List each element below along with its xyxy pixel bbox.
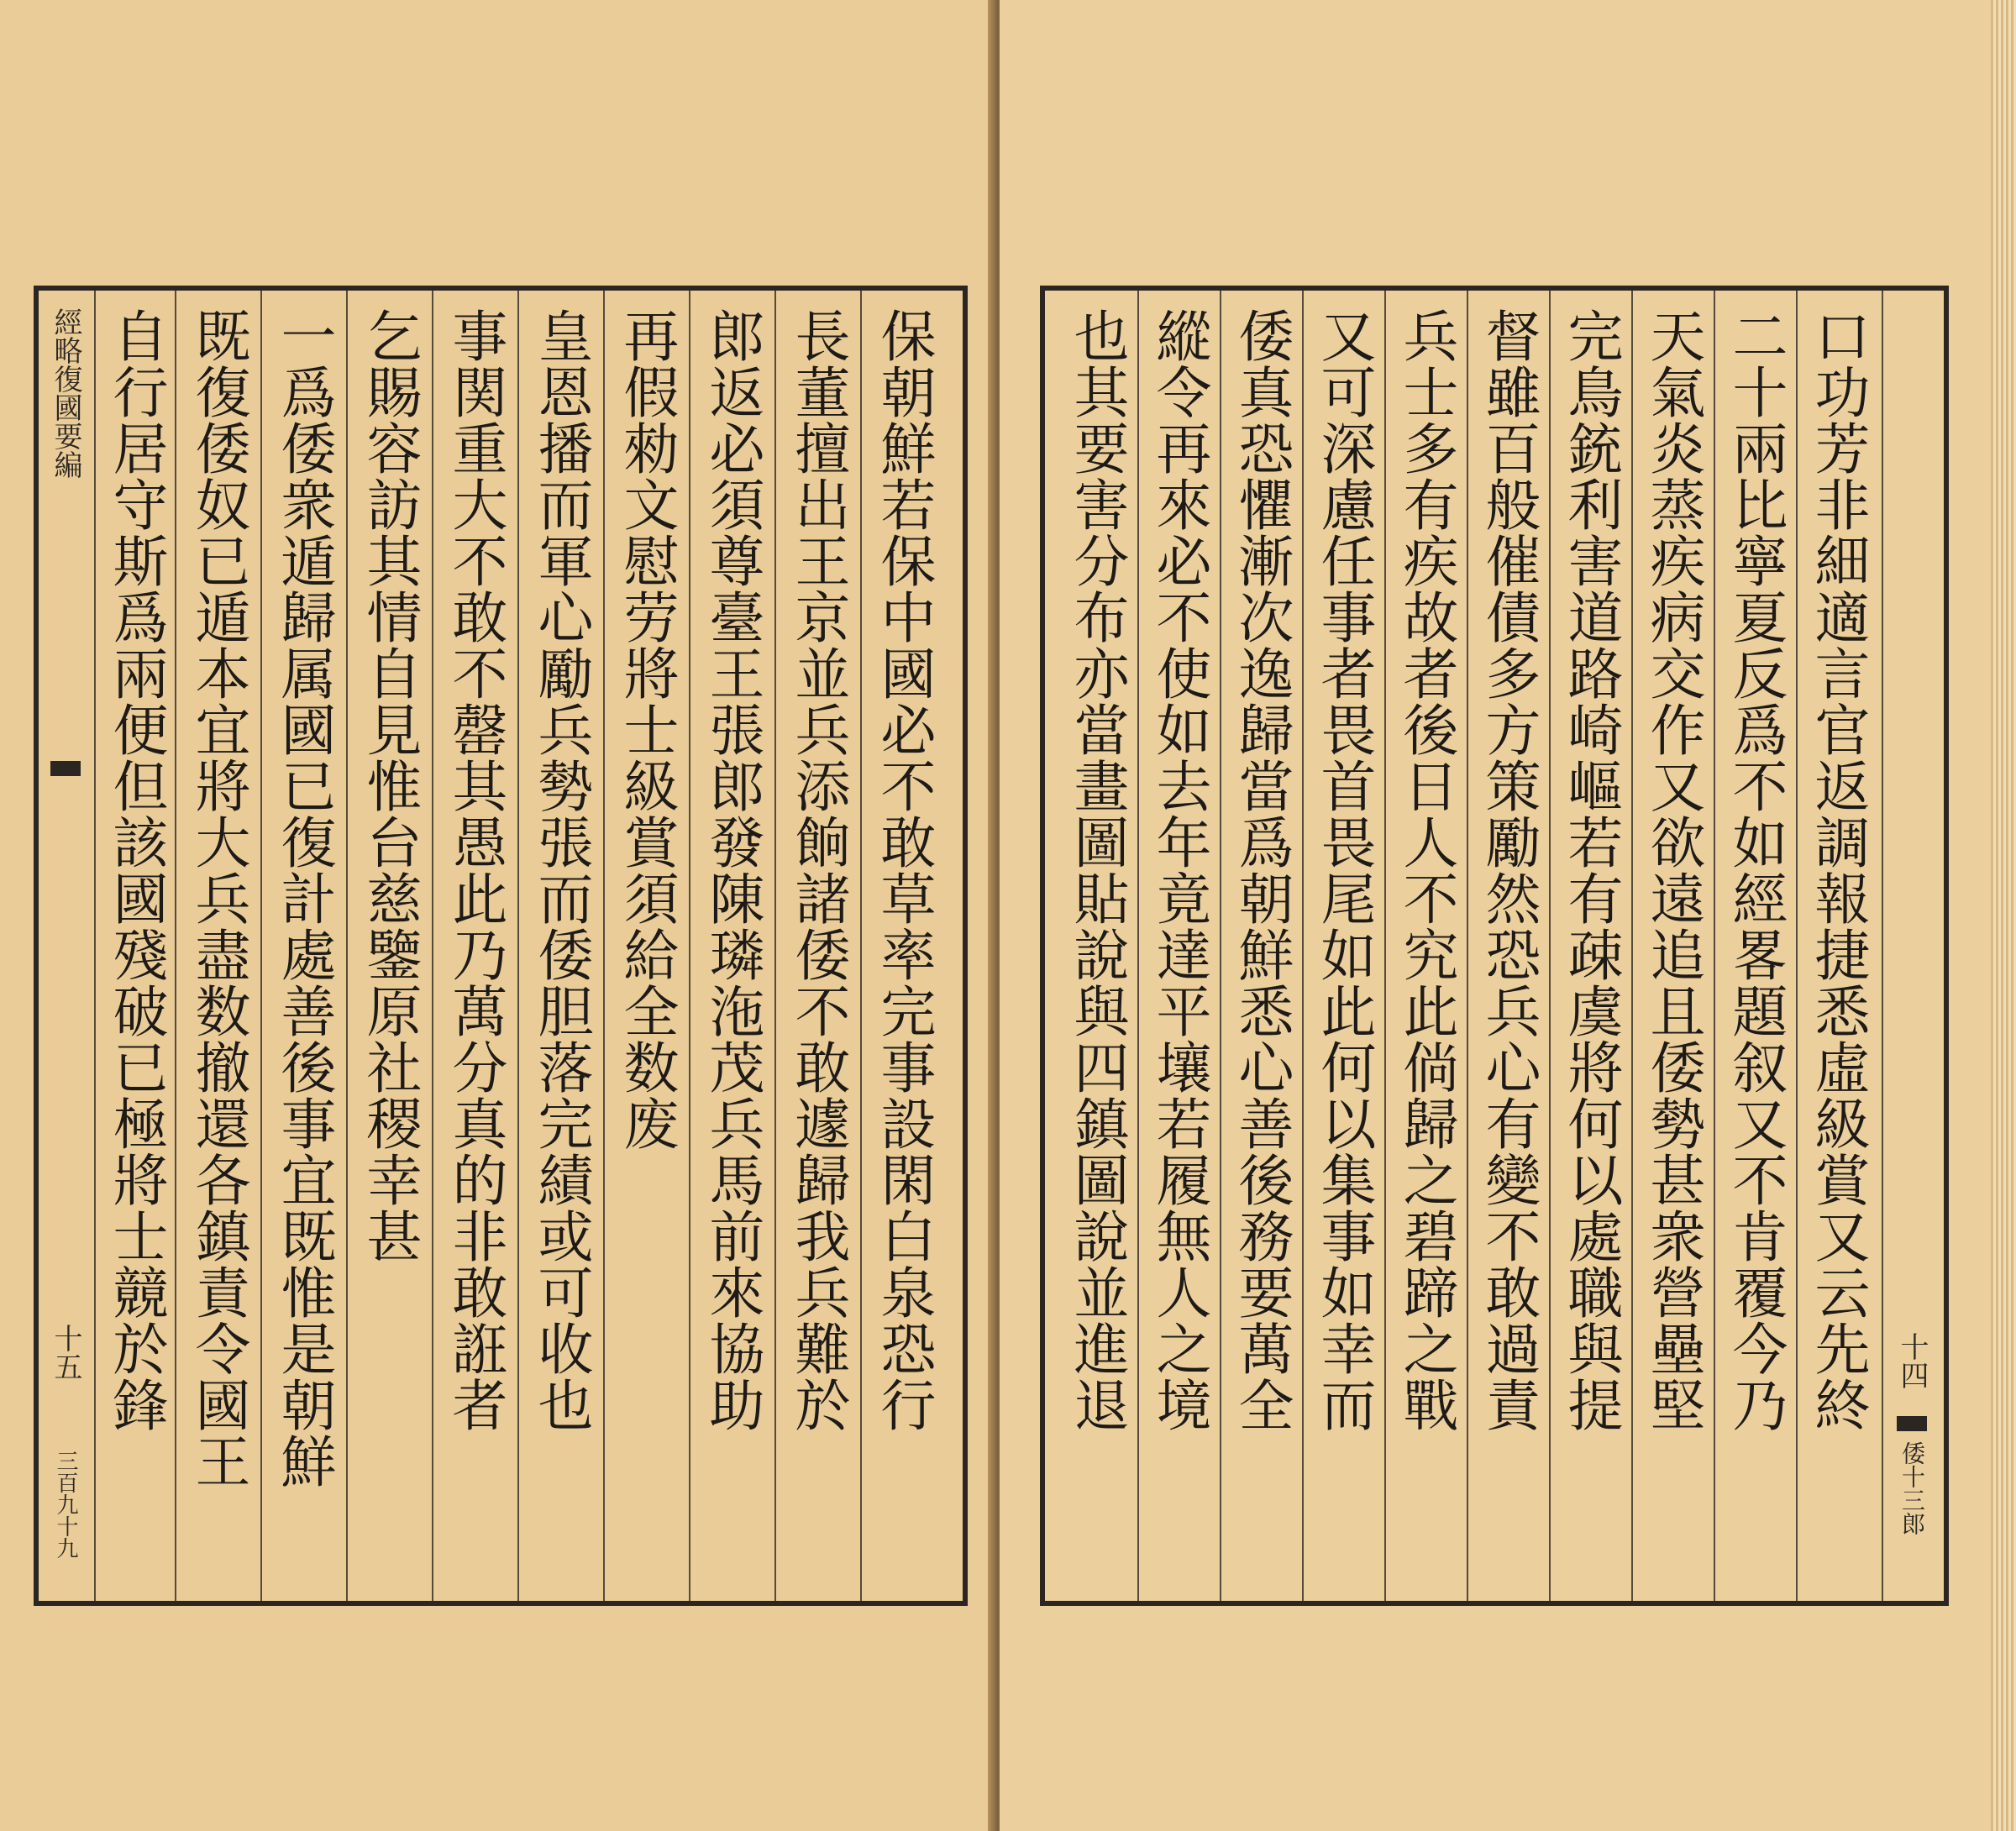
column-rule bbox=[1302, 291, 1304, 1601]
text-column: 天氣炎蒸疾病交作又欲遠追且倭勢甚衆營壘堅 bbox=[1641, 307, 1705, 1433]
page-edge bbox=[1991, 0, 2016, 1831]
column-rule bbox=[689, 291, 690, 1601]
text-column: 乞賜容訪其情自見惟台慈鑒原社稷幸甚 bbox=[357, 307, 422, 1264]
right-spine-folio: 十四 bbox=[1895, 1332, 1929, 1389]
column-rule bbox=[432, 291, 433, 1601]
left-spine-strip bbox=[39, 291, 92, 1601]
right-text-frame bbox=[1040, 286, 1949, 1606]
column-rule bbox=[774, 291, 776, 1601]
text-column: 倭真恐懼漸次逸歸當爲朝鮮悉心善後務要萬全 bbox=[1229, 307, 1294, 1433]
text-column: 兵士多有疾故者後日人不究此倘歸之碧蹄之戰 bbox=[1394, 307, 1458, 1433]
text-column: 皇恩播而軍心勵兵勢張而倭胆落完績或可收也 bbox=[528, 307, 593, 1433]
column-rule bbox=[260, 291, 262, 1601]
left-page bbox=[0, 0, 998, 1831]
right-spine-strip bbox=[1885, 291, 1939, 1601]
column-rule bbox=[1714, 291, 1715, 1601]
column-rule bbox=[1384, 291, 1386, 1601]
text-column: 口功芳非細適言官返調報捷悉虛級賞又云先終 bbox=[1805, 307, 1870, 1433]
left-text-frame bbox=[34, 286, 968, 1606]
column-rule bbox=[346, 291, 348, 1601]
text-column: 完鳥銃利害道路崎嶇若有疎虞將何以處職與提 bbox=[1558, 307, 1623, 1433]
column-rule bbox=[1467, 291, 1468, 1601]
column-rule bbox=[175, 291, 176, 1601]
right-spine-section: 倭十三郎 bbox=[1898, 1441, 1926, 1535]
column-rule bbox=[1796, 291, 1798, 1601]
left-spine-folio: 十五 bbox=[49, 1324, 82, 1381]
left-spine-title: 經略復國要編 bbox=[49, 307, 82, 479]
text-column: 縱令再來必不使如去年竟達平壤若履無人之境 bbox=[1147, 307, 1211, 1433]
column-rule bbox=[1631, 291, 1633, 1601]
column-rule bbox=[517, 291, 519, 1601]
column-rule bbox=[1549, 291, 1551, 1601]
text-column: 也其要害分布亦當畫圖貼說與四鎮圖說並進退 bbox=[1064, 307, 1129, 1433]
text-column: 事関重大不敢不罄其愚此乃萬分真的非敢誑者 bbox=[443, 307, 507, 1433]
fishtail-mark bbox=[1897, 1416, 1927, 1431]
text-column: 保朝鮮若保中國必不敢草率完事設閑白泉恐行 bbox=[871, 307, 936, 1433]
text-column: 二十兩比寧夏反爲不如經畧題叙又不肯覆今乃 bbox=[1723, 307, 1788, 1433]
text-column: 郎返必須尊臺王張郎發陳璘沲茂兵馬前來協助 bbox=[700, 307, 764, 1433]
text-column: 再假勑文慰劳將士級賞須給全数废 bbox=[614, 307, 679, 1152]
column-rule bbox=[1220, 291, 1221, 1601]
column-rule bbox=[603, 291, 605, 1601]
left-spine-count: 三百九十九 bbox=[53, 1450, 78, 1559]
text-column: 長董擅出王京並兵添餉諸倭不敢遽歸我兵難於 bbox=[785, 307, 850, 1433]
column-rule bbox=[94, 291, 96, 1601]
text-column: 督雖百般催債多方策勵然恐兵心有變不敢過責 bbox=[1476, 307, 1541, 1433]
text-column: 又可深慮任事者畏首畏尾如此何以集事如幸而 bbox=[1311, 307, 1376, 1433]
text-column: 自行居守斯爲兩便但該國殘破已極將士竸於鋒 bbox=[103, 307, 168, 1433]
column-rule bbox=[860, 291, 862, 1601]
column-rule bbox=[1137, 291, 1139, 1601]
text-column: 一爲倭衆遁歸属國已復計處善後事宜既惟是朝鮮 bbox=[271, 307, 336, 1489]
fishtail-mark bbox=[50, 761, 81, 776]
text-column: 既復倭奴已遁本宜將大兵盡数撤還各鎮責令國王 bbox=[186, 307, 250, 1489]
column-rule bbox=[1882, 291, 1883, 1601]
